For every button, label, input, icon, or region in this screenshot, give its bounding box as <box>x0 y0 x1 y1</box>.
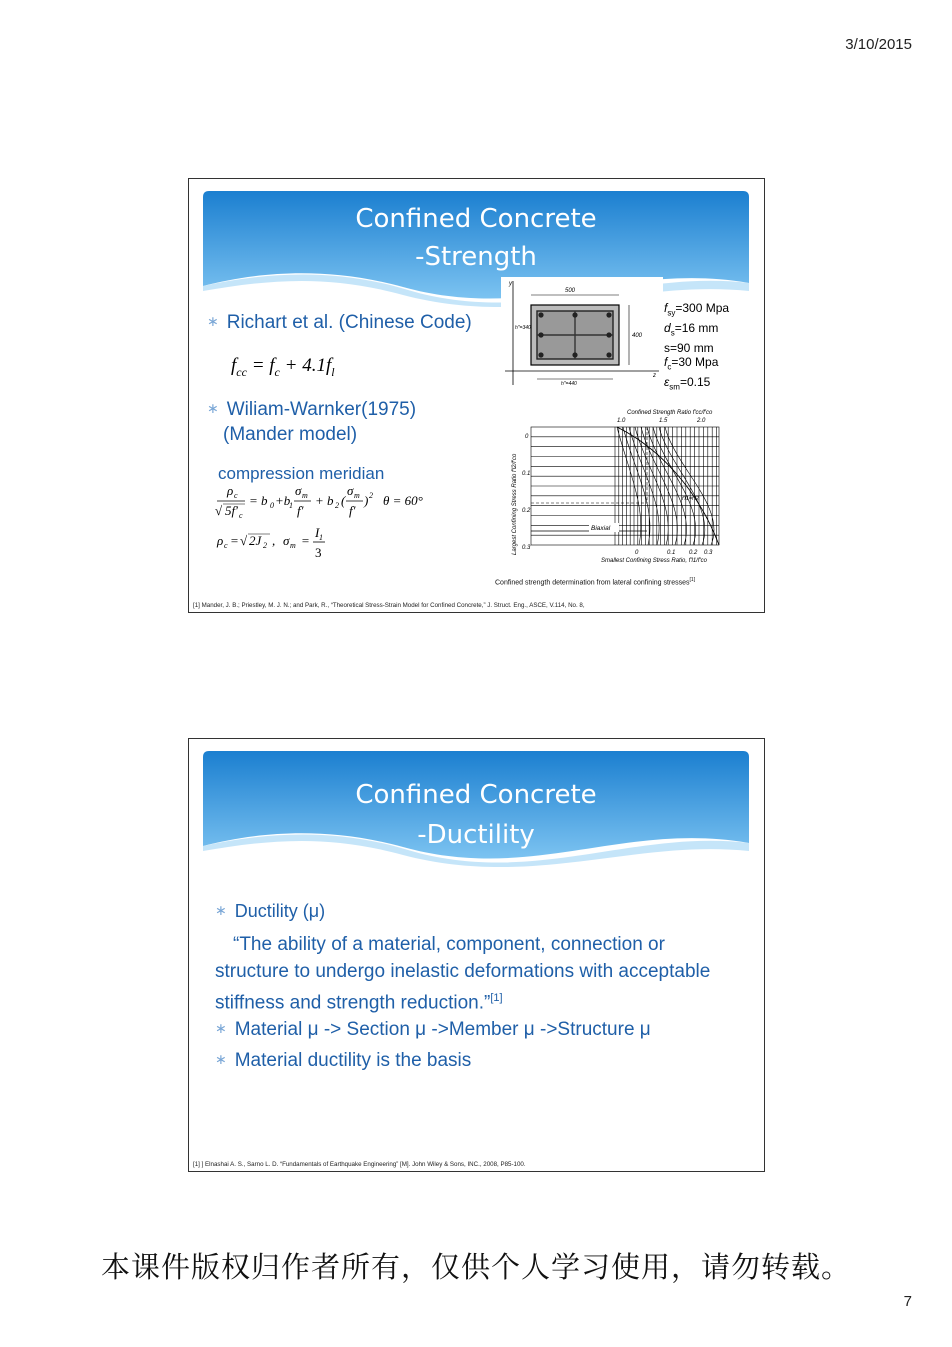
svg-text:σ: σ <box>295 483 302 498</box>
slide-title-banner <box>203 191 749 311</box>
spec-ds: $d_s=16$ mm <box>664 320 719 338</box>
slide-title-line1: Confined Concrete <box>355 780 597 810</box>
top-tick-1: 1.0 <box>617 418 626 424</box>
svg-text:3: 3 <box>315 545 322 560</box>
chart-caption: Confined strength determination from lateral confining stresses[1] <box>495 577 696 587</box>
svg-text:I: I <box>315 525 320 540</box>
svg-text:y: y <box>509 281 512 287</box>
spec-s: s=90 mm <box>664 340 714 355</box>
dim-top: 500 <box>565 288 576 294</box>
svg-text:z: z <box>653 373 656 379</box>
spec-fc: $f_c=30$ Mpa <box>664 355 719 372</box>
left-tick-0: 0 <box>525 434 529 440</box>
dim-left: h″=340 <box>515 325 531 331</box>
svg-text:c: c <box>234 491 238 500</box>
bullet-richart: ∗ Richart et al. (Chinese Code) <box>207 312 472 333</box>
svg-text:=: = <box>301 533 310 548</box>
equal-stress-label: f′l1=f′l2 <box>682 496 699 502</box>
biaxial-label: Biaxial <box>591 525 611 532</box>
svg-text:(: ( <box>341 493 346 508</box>
bullet-dot-icon: ∗ <box>215 902 227 918</box>
bullet-willam-warnke: ∗ Wiliam-Warnker(1975) <box>207 399 417 420</box>
column-cross-section <box>501 277 663 392</box>
svg-text:f′: f′ <box>297 503 304 518</box>
page-date: 3/10/2015 <box>845 36 912 53</box>
svg-text:m: m <box>354 491 360 500</box>
svg-text:ρ: ρ <box>227 483 234 498</box>
chart-left-axis-title: Largest Confining Stress Ratio f′l2/f′co <box>512 453 518 555</box>
svg-text:2: 2 <box>263 541 267 550</box>
formula-richart: $f_{cc} = f_c + 4.1f_l$ <box>231 355 335 379</box>
svg-text:c: c <box>239 511 243 520</box>
bullet-ductility-hierarchy: ∗ Material μ -> Section μ ->Member μ ->Structure μ <box>215 1019 651 1040</box>
svg-text:σ: σ <box>347 483 354 498</box>
svg-text:2J: 2J <box>249 533 262 548</box>
dim-bottom: h″=440 <box>561 381 577 387</box>
bullet-dot-icon: ∗ <box>215 1051 227 1067</box>
slide-title-banner <box>203 751 749 871</box>
slide2-reference: [1] ] Elnashai A. S., Sarno L. D. “Fundamentals of Earthquake Engineering” [M]. John Wiley & Sons, INC., 2008, P85-100. <box>193 1161 526 1168</box>
left-tick-2: 0.2 <box>522 508 531 514</box>
svg-text:2: 2 <box>369 491 373 500</box>
page-number: 7 <box>903 1293 912 1310</box>
svg-text:=: = <box>230 533 239 548</box>
spec-fsy: $f_{sy}=300$ Mpa <box>664 301 730 318</box>
slide-ductility <box>188 738 765 1172</box>
svg-text:√: √ <box>240 533 248 548</box>
svg-text:σ: σ <box>283 533 290 548</box>
chart-top-axis-title: Confined Strength Ratio f′cc/f′co <box>627 410 713 416</box>
top-tick-3: 2.0 <box>697 418 706 424</box>
bullet-dot-icon: ∗ <box>207 400 219 416</box>
theta-label: θ = 60° <box>383 493 423 508</box>
material-specs <box>664 301 729 395</box>
slide-title-line2: -Ductility <box>417 820 535 850</box>
bullet-material-basis: ∗ Material ductility is the basis <box>215 1050 472 1071</box>
svg-text:5f′: 5f′ <box>225 503 238 518</box>
bullet-ductility: ∗ Ductility (μ) <box>215 901 326 921</box>
bottom-tick-3: 0.3 <box>704 550 713 556</box>
bottom-tick-2: 0.2 <box>689 550 698 556</box>
svg-text:1: 1 <box>319 533 323 542</box>
svg-text:m: m <box>302 491 308 500</box>
svg-text:√: √ <box>215 503 223 518</box>
spec-esm: $\varepsilon_{sm}=0.15$ <box>664 375 711 392</box>
chart-bottom-axis-title: Smallest Confining Stress Ratio, f′l1/f′co <box>601 558 707 564</box>
svg-text:ρ: ρ <box>217 533 224 548</box>
svg-text:2: 2 <box>335 501 339 510</box>
compression-meridian-label: compression meridian <box>218 464 385 483</box>
ductility-definition: “The ability of a material, component, connection or structure to undergo inelastic deformations with acceptable stiffness and strength reduction.”[1] <box>215 934 711 1014</box>
svg-text:+ b: + b <box>315 493 334 508</box>
slide1-reference: [1] Mander, J. B.; Priestley, M. J. N.; and Park, R., “Theoretical Stress-Strain Model for Confined Concrete,” J. Struct. Eng., ASCE, V.114, No. 8, <box>193 602 585 609</box>
svg-text:): ) <box>364 493 369 508</box>
bottom-tick-0: 0 <box>635 550 639 556</box>
bullet-dot-icon: ∗ <box>207 313 219 329</box>
dim-right: 400 <box>632 333 643 339</box>
svg-text:m: m <box>290 541 296 550</box>
left-tick-1: 0.1 <box>522 471 531 477</box>
slide-title-line1: Confined Concrete <box>355 204 597 234</box>
svg-text:1: 1 <box>289 501 293 510</box>
top-tick-2: 1.5 <box>659 418 668 424</box>
svg-text:0: 0 <box>270 501 274 510</box>
bullet-dot-icon: ∗ <box>215 1020 227 1036</box>
svg-text:,: , <box>272 533 276 548</box>
copyright-notice: 本课件版权归作者所有，仅供个人学习使用，请勿转载。 <box>100 1250 851 1284</box>
slide-strength <box>188 178 765 613</box>
svg-text:f′: f′ <box>349 503 356 518</box>
bullet-mander-model: (Mander model) <box>223 424 358 445</box>
confinement-chart <box>507 407 759 569</box>
banner-graphic <box>203 751 749 871</box>
bottom-tick-1: 0.1 <box>667 550 676 556</box>
svg-text:c: c <box>224 541 228 550</box>
meridian-equations <box>215 482 465 562</box>
slide-title-line2: -Strength <box>415 242 537 272</box>
svg-text:= b: = b <box>249 493 268 508</box>
svg-text:+b: +b <box>275 493 291 508</box>
left-tick-3: 0.3 <box>522 545 531 551</box>
